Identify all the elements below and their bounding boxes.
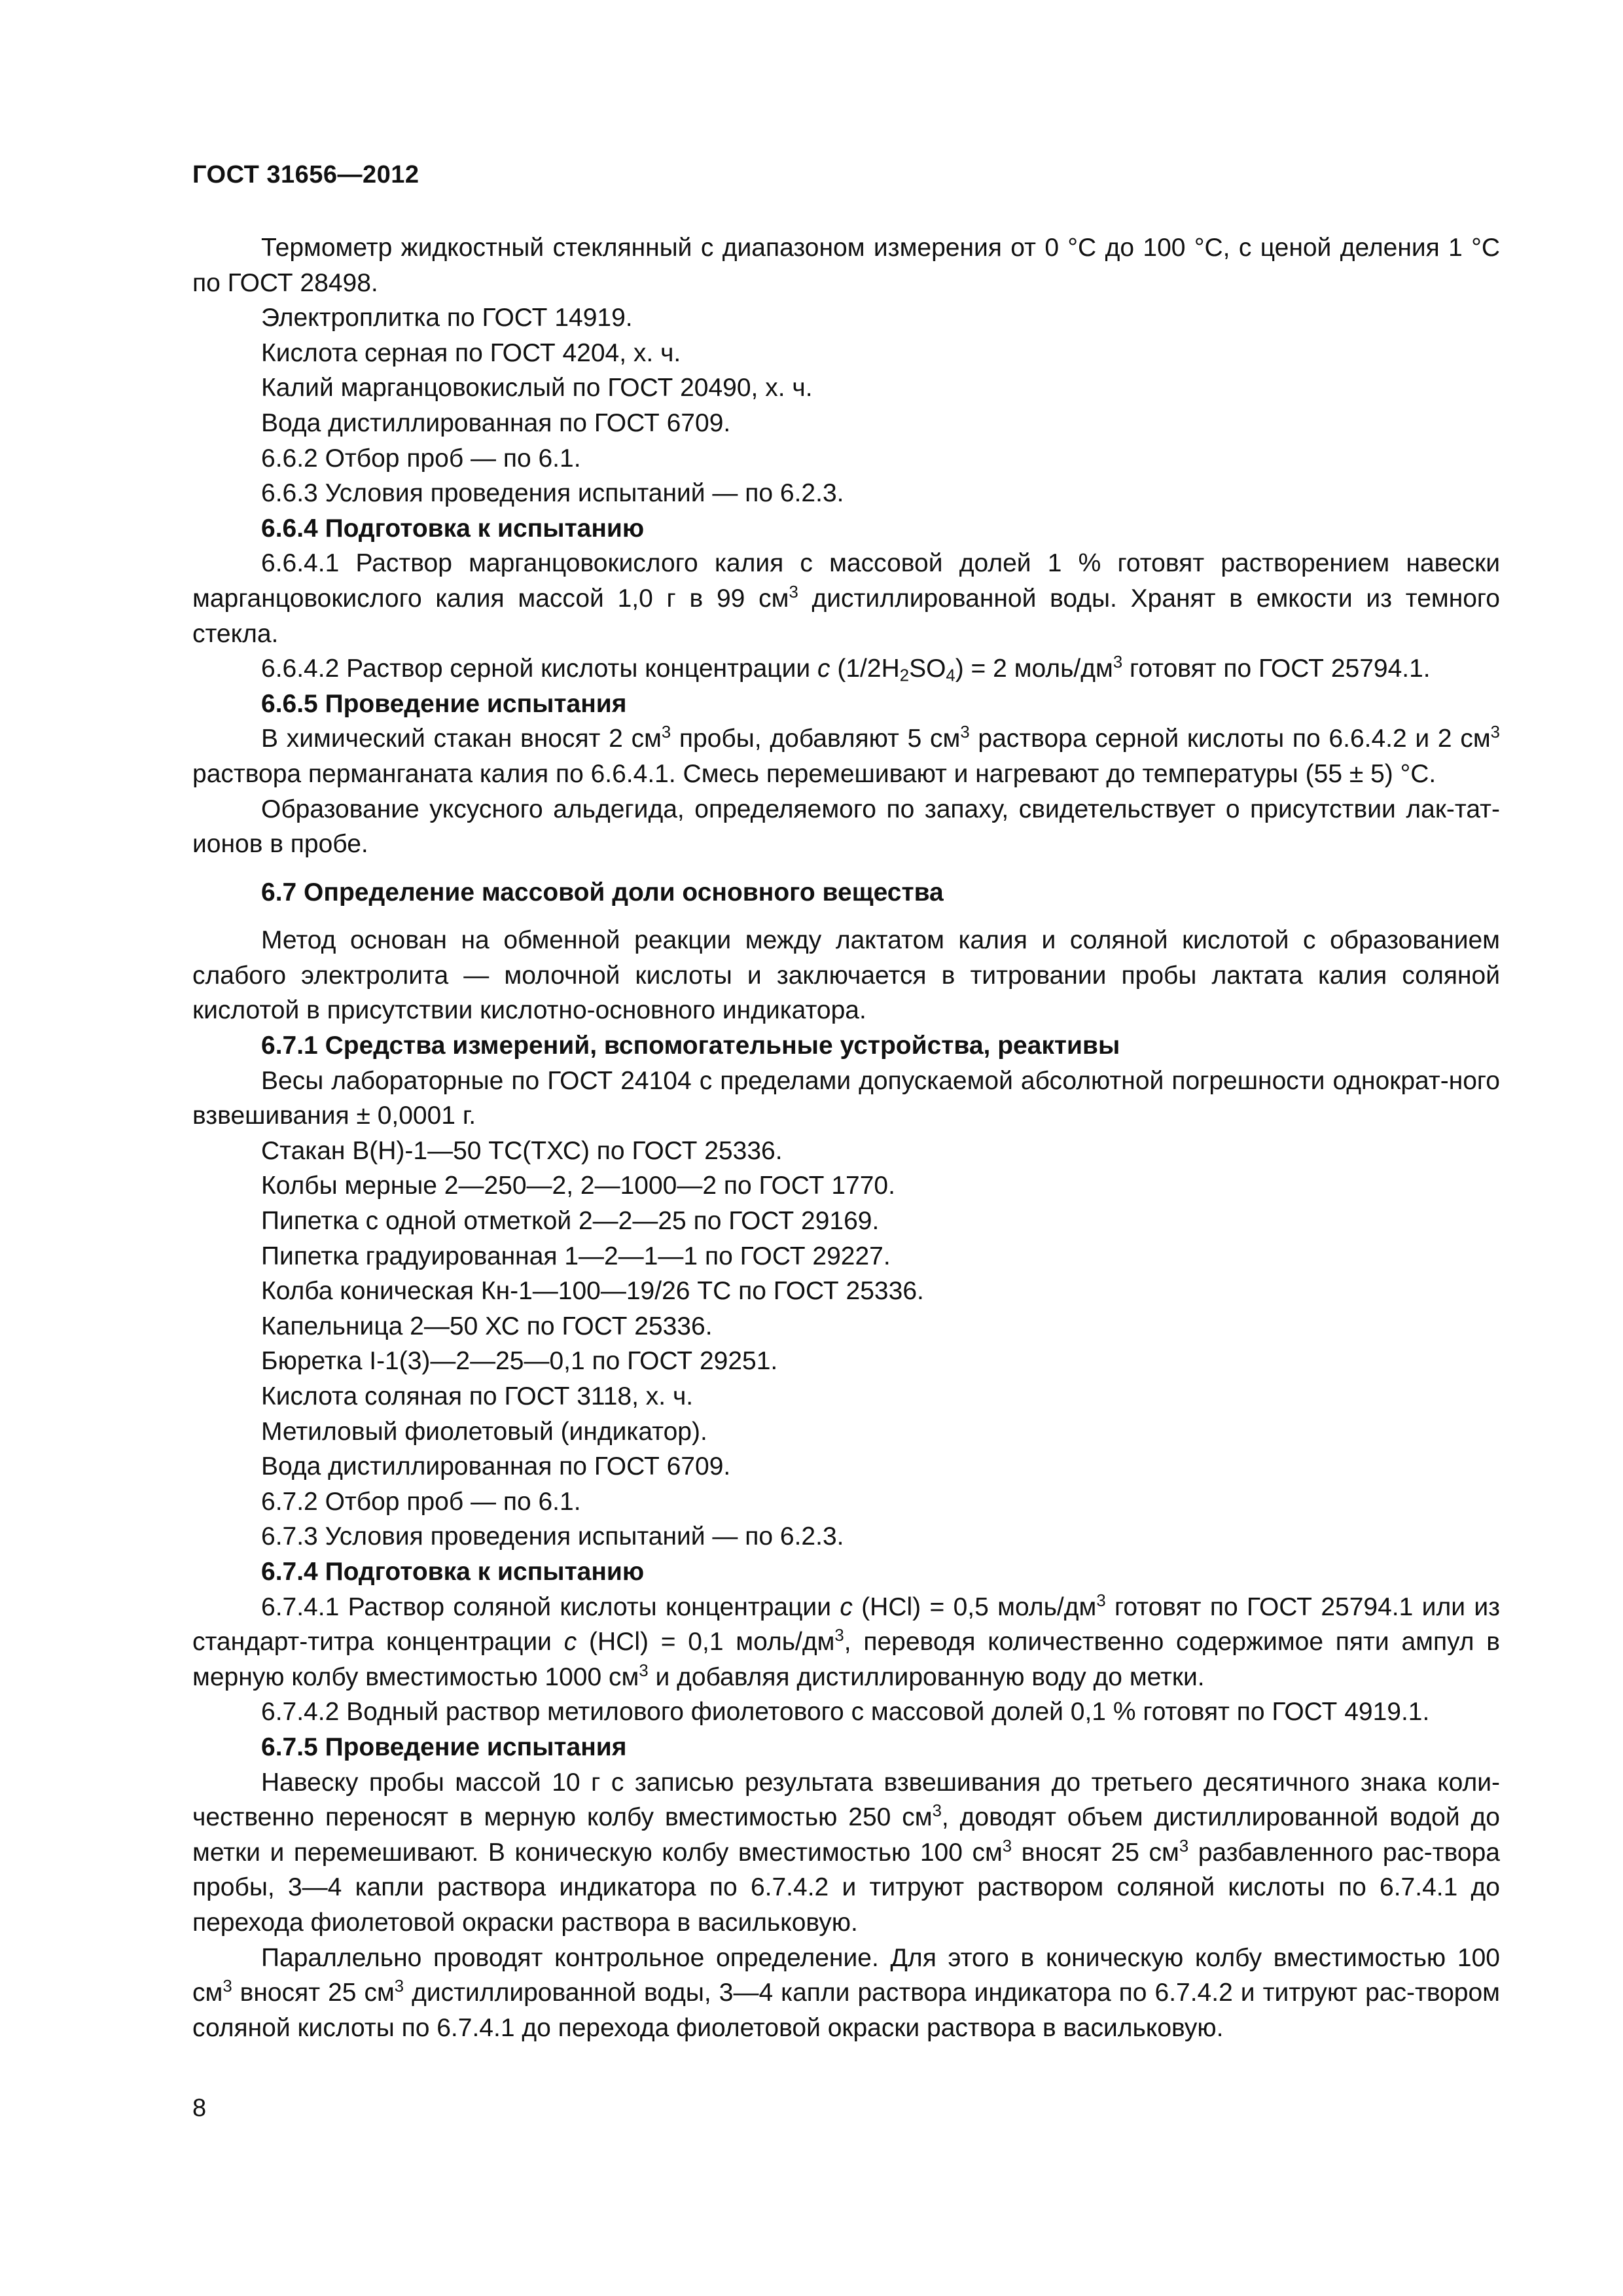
- paragraph: Термометр жидкостный стеклянный с диапазоном измерения от 0 °С до 100 °С, с ценой деления 1 °С по ГОСТ 28498.: [192, 234, 1500, 297]
- subscript: 4: [946, 666, 955, 685]
- paragraph: [192, 1765, 1500, 1941]
- text-span: раствора перманганата калия по 6.6.4.1. Смесь перемешивают и нагревают до температуры (55 ± 5) °С.: [192, 759, 1436, 788]
- section-heading: 6.6.5 Проведение испытания: [261, 689, 627, 718]
- text-span: дистиллированной воды, 3—4 капли раствора индикатора по 6.7.4.2 и титруют рас-твором соляной кислоты по 6.7.4.1 до перехода фиолетовой окраски раствора в васильковую.: [192, 1979, 1500, 2042]
- text-span: 6.7.4.1 Раствор соляной кислоты концентрации: [261, 1592, 840, 1621]
- paragraph: Метиловый фиолетовый (индикатор).: [261, 1417, 707, 1446]
- paragraph: Колба коническая Кн-1—100—19/26 ТС по ГОСТ 25336.: [261, 1277, 924, 1306]
- text-span: готовят по ГОСТ 25794.1 или из стандарт-титра концентрации: [192, 1592, 1500, 1657]
- superscript: 3: [661, 723, 671, 742]
- superscript: 3: [960, 723, 970, 742]
- paragraph: Образование уксусного альдегида, определяемого по запаху, свидетельствует о присутствии лак-тат-ионов в пробе.: [192, 795, 1500, 859]
- section-heading: 6.7.4 Подготовка к испытанию: [261, 1557, 645, 1586]
- paragraph: [192, 1941, 1500, 2046]
- paragraph: 6.7.4.2 Водный раствор метилового фиолетового с массовой долей 0,1 % готовят по ГОСТ 4919.1.: [261, 1698, 1430, 1727]
- text-span: , переводя количественно содержимое пяти ампул в мерную колбу вместимостью 1000 см: [192, 1628, 1500, 1691]
- paragraph: [192, 546, 1500, 651]
- superscript: 3: [1096, 1591, 1106, 1610]
- paragraph: [192, 721, 1500, 791]
- italic-symbol: с: [840, 1592, 853, 1621]
- paragraph: Колбы мерные 2—250—2, 2—1000—2 по ГОСТ 1770.: [261, 1172, 895, 1200]
- paragraph: Метод основан на обменной реакции между лактатом калия и соляной кислотой с образованием слабого электролита — молочной кислоты и заключается в титровании пробы лактата калия соляной кислотой в присутствии кислотно-основного индикатора.: [192, 926, 1500, 1025]
- paragraph: 6.6.2 Отбор проб — по 6.1.: [261, 444, 581, 473]
- text-span: , доводят объем дистиллированной водой до метки и перемешивают. В коническую колбу вместимостью 100 см: [192, 1803, 1500, 1867]
- paragraph: Бюретка I-1(3)—2—25—0,1 по ГОСТ 29251.: [261, 1347, 778, 1376]
- text-span: В химический стакан вносят 2 см: [261, 725, 662, 753]
- document-header: ГОСТ 31656—2012: [192, 161, 419, 188]
- section-heading: 6.7.1 Средства измерений, вспомогательные устройства, реактивы: [261, 1031, 1120, 1060]
- paragraph: Электроплитка по ГОСТ 14919.: [261, 304, 633, 332]
- paragraph: Калий марганцовокислый по ГОСТ 20490, х. ч.: [261, 374, 813, 403]
- paragraph: [192, 651, 1500, 687]
- text-span: (1/2H: [830, 655, 900, 683]
- superscript: 3: [1179, 1837, 1189, 1856]
- superscript: 3: [1113, 653, 1123, 672]
- superscript: 3: [1002, 1837, 1012, 1856]
- section-heading: 6.7 Определение массовой доли основного вещества: [261, 878, 944, 906]
- paragraph: 6.6.3 Условия проведения испытаний — по 6.2.3.: [261, 479, 844, 508]
- paragraph: Вода дистиллированная по ГОСТ 6709.: [261, 1452, 731, 1481]
- paragraph: Кислота серная по ГОСТ 4204, х. ч.: [261, 338, 681, 367]
- paragraph: 6.7.2 Отбор проб — по 6.1.: [261, 1487, 581, 1516]
- section-heading: 6.6.4 Подготовка к испытанию: [261, 514, 645, 543]
- superscript: 3: [639, 1661, 649, 1680]
- text-span: ) = 2 моль/дм: [955, 655, 1113, 683]
- superscript: 3: [1490, 723, 1500, 742]
- paragraph: [192, 1590, 1500, 1695]
- text-span: 6.6.4.2 Раствор серной кислоты концентрации: [261, 655, 818, 683]
- paragraph: Стакан В(Н)-1—50 ТС(ТХС) по ГОСТ 25336.: [261, 1136, 783, 1165]
- text-span: SO: [909, 655, 946, 683]
- paragraph: Кислота соляная по ГОСТ 3118, х. ч.: [261, 1382, 694, 1410]
- italic-symbol: с: [817, 655, 830, 683]
- text-span: и добавляя дистиллированную воду до метки.: [648, 1662, 1205, 1691]
- text-span: 6.6.4.1 Раствор марганцовокислого калия с массовой долей 1 % готовят растворением навески марганцовокислого калия массой 1,0 г в 99 см: [192, 549, 1500, 613]
- text-span: вносят 25 см: [232, 1979, 395, 2007]
- text-span: разбавленного рас-твора пробы, 3—4 капли раствора индикатора по 6.7.4.2 и титруют раствором соляной кислоты по 6.7.4.1 до перехода фиолетовой окраски раствора в васильковую.: [192, 1838, 1500, 1937]
- subscript: 2: [899, 666, 910, 685]
- superscript: 3: [394, 1977, 404, 1996]
- superscript: 3: [789, 583, 798, 601]
- text-span: раствора серной кислоты по 6.6.4.2 и 2 см: [969, 725, 1491, 753]
- text-span: (HCl) = 0,5 моль/дм: [852, 1592, 1097, 1621]
- superscript: 3: [223, 1977, 232, 1996]
- text-span: вносят 25 см: [1012, 1838, 1179, 1867]
- paragraph: Весы лабораторные по ГОСТ 24104 с пределами допускаемой абсолютной погрешности однократ-ного взвешивания ± 0,0001 г.: [192, 1066, 1500, 1130]
- paragraph: Вода дистиллированная по ГОСТ 6709.: [261, 408, 731, 437]
- superscript: 3: [834, 1626, 844, 1645]
- paragraph: Пипетка с одной отметкой 2—2—25 по ГОСТ 29169.: [261, 1207, 880, 1236]
- text-span: (HCl) = 0,1 моль/дм: [577, 1628, 835, 1657]
- text-span: Навеску пробы массой 10 г с записью результата взвешивания до третьего десятичного знака коли-чественно переносят в мерную колбу вместимостью 250 см: [192, 1768, 1500, 1832]
- superscript: 3: [932, 1801, 942, 1820]
- text-span: Параллельно проводят контрольное определение. Для этого в коническую колбу вместимостью 100 см: [192, 1943, 1500, 2007]
- page-number: 8: [192, 2094, 207, 2122]
- text-span: дистиллированной воды. Хранят в емкости из темного стекла.: [192, 584, 1500, 648]
- section-heading: 6.7.5 Проведение испытания: [261, 1732, 627, 1761]
- paragraph: Капельница 2—50 ХС по ГОСТ 25336.: [261, 1312, 713, 1340]
- text-span: готовят по ГОСТ 25794.1.: [1122, 655, 1431, 683]
- paragraph: Пипетка градуированная 1—2—1—1 по ГОСТ 29227.: [261, 1242, 891, 1270]
- paragraph: 6.7.3 Условия проведения испытаний — по 6.2.3.: [261, 1522, 844, 1551]
- text-span: пробы, добавляют 5 см: [671, 725, 961, 753]
- italic-symbol: с: [563, 1628, 577, 1657]
- document-body: [192, 230, 1500, 2045]
